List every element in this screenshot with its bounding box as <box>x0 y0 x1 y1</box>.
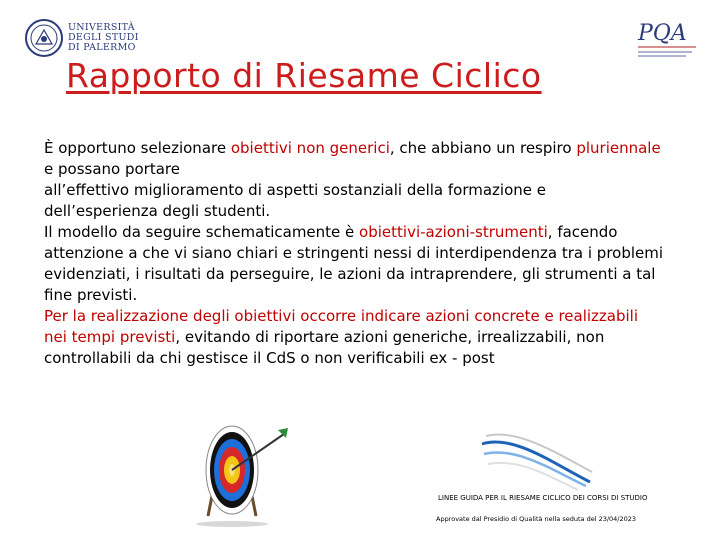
paragraph-2: all’effettivo miglioramento di aspetti sostanziali della formazione e dell’esperienza degli studenti. <box>44 181 546 220</box>
university-logo <box>24 16 154 60</box>
paragraph-1-part-2: , che abbiano un respiro <box>389 139 577 157</box>
paragraph-3 <box>44 222 664 306</box>
university-name-line-2: DEGLI STUDI <box>68 32 139 43</box>
paragraph-1-highlight-2: pluriennale <box>576 139 661 157</box>
body-text <box>44 138 664 369</box>
archery-target-icon <box>172 416 292 528</box>
guide-swoosh-logo <box>474 424 594 492</box>
paragraph-3-part-2: , facendo attenzione a che vi siano chiari e stringenti nessi di interdipendenza tra i problemi evidenziati, i risultati da perseguire, le azioni da intraprendere, gli strumenti a tal fine previsti. <box>44 223 664 304</box>
paragraph-4-part-2: , evitando di riportare azioni generiche, irrealizzabili, non controllabili da chi gestisce il CdS o non verificabili ex - post <box>44 328 605 367</box>
pqa-logo-text: PQA <box>638 21 687 46</box>
paragraph-3-part-1: Il modello da seguire schematicamente è <box>44 223 360 241</box>
paragraph-4-highlight: Per la realizzazione degli obiettivi occorre indicare azioni concrete e realizzabili nei tempi previsti <box>44 307 639 346</box>
university-seal-icon <box>24 18 64 58</box>
paragraph-1-part-3: e possano portare <box>44 160 180 178</box>
paragraph-1 <box>44 138 664 180</box>
guide-approval-note: Approvate dal Presidio di Qualità nella seduta del 23/04/2023 <box>436 515 637 523</box>
page-title: Rapporto di Riesame Ciclico <box>66 56 542 95</box>
university-name-line-3: DI PALERMO <box>68 42 136 53</box>
paragraph-1-highlight-1: obiettivi non generici <box>230 139 390 157</box>
paragraph-4 <box>44 306 664 369</box>
paragraph-1-part-1: È opportuno selezionare <box>44 139 231 157</box>
guide-title: LINEE GUIDA PER IL RIESAME CICLICO DEI CORSI DI STUDIO <box>438 494 648 502</box>
university-name <box>68 23 139 53</box>
university-name-line-1: UNIVERSITÀ <box>68 22 135 33</box>
paragraph-3-highlight: obiettivi-azioni-strumenti <box>359 223 548 241</box>
